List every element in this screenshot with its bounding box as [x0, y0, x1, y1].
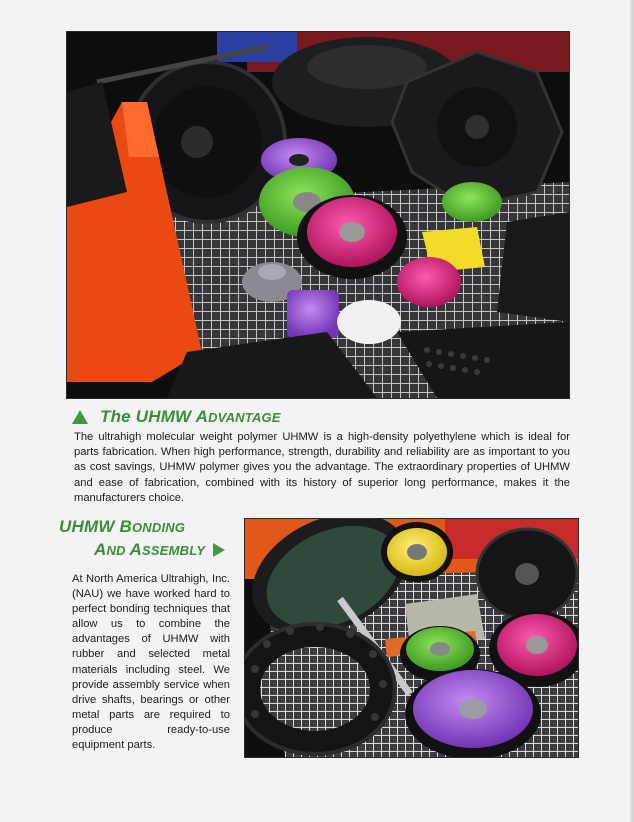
product-photo-top [67, 32, 569, 398]
advantage-paragraph: The ultrahigh molecular weight polymer UHMW is a high-density polyethylene which is ideal for parts fabrication. When high performance, strength, durability and reliability are as important to you as cost savings, UHMW polymer gives you the advantage. The extraordinary properties of UHMW and ease of fabrication, combined with its history of superior long performance, makes it the manufacturers choice. [74, 431, 570, 504]
bonding-paragraph: At North America Ultrahigh, Inc. (NAU) we have worked hard to perfect bonding techniques that allow us to combine the advantages of UHMW with rubber and selected metal materials including steel. We provide assembly service when drive shafts, bearings or other metal parts are required to produce ready-to-use equipment parts. [72, 573, 230, 752]
product-photo-bonding [245, 519, 578, 757]
page-edge [630, 0, 634, 822]
advantage-heading [72, 405, 281, 429]
advantage-title: The UHMW ADVANTAGE [100, 407, 281, 426]
bonding-title-line1: UHMW BONDING [59, 517, 186, 536]
triangle-up-icon [72, 410, 88, 424]
bonding-title-line2: AND ASSEMBLY [94, 540, 225, 560]
triangle-right-icon [213, 543, 225, 557]
